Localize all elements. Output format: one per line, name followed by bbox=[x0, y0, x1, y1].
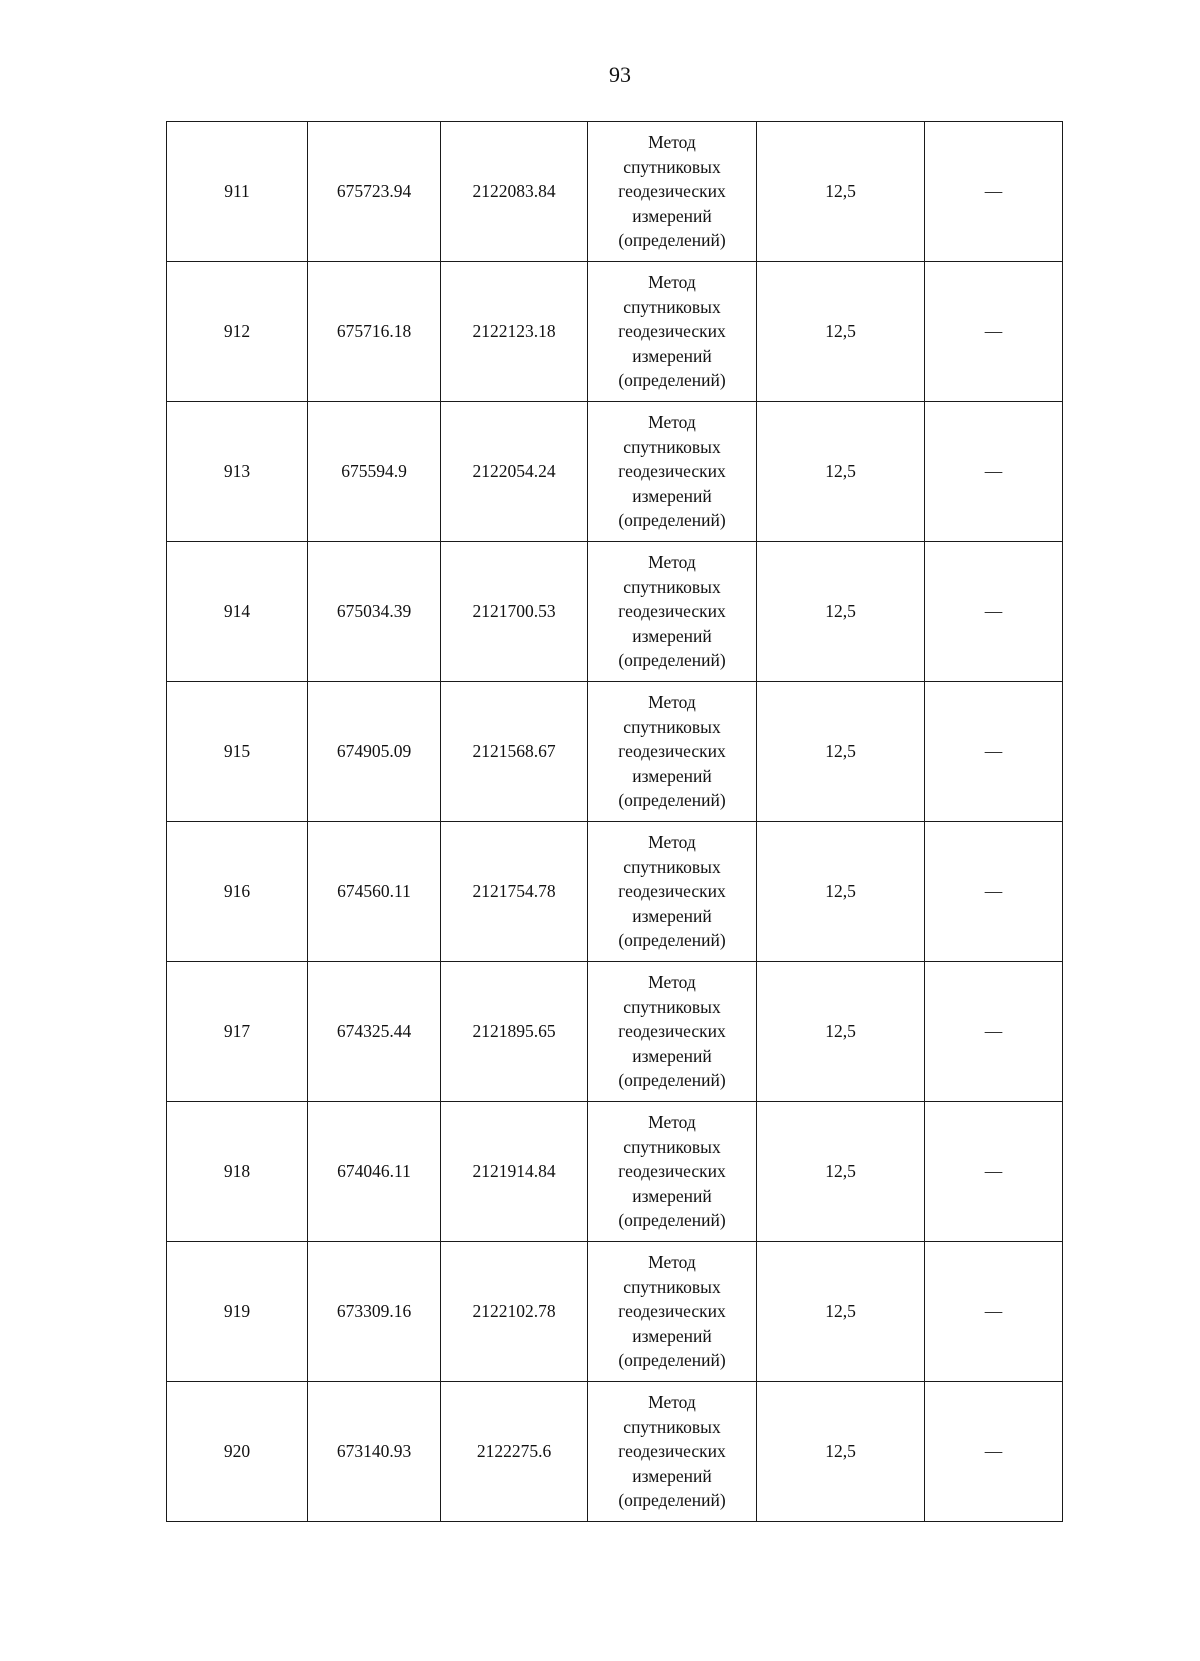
method-line: измерений bbox=[632, 1465, 712, 1486]
method-line: Метод bbox=[648, 1392, 696, 1413]
method-line: спутниковых bbox=[623, 1136, 721, 1157]
x-coordinate-cell: 673309.16 bbox=[308, 1242, 441, 1382]
method-line: Метод bbox=[648, 132, 696, 153]
method-line: измерений bbox=[632, 625, 712, 646]
y-coordinate-cell: 2121895.65 bbox=[441, 962, 588, 1102]
coordinates-table bbox=[166, 121, 1063, 1522]
point-number-cell: 916 bbox=[167, 822, 308, 962]
method-line: Метод bbox=[648, 692, 696, 713]
point-number-cell: 918 bbox=[167, 1102, 308, 1242]
method-line: измерений bbox=[632, 1325, 712, 1346]
method-line: спутниковых bbox=[623, 1276, 721, 1297]
note-cell: — bbox=[925, 402, 1063, 542]
method-line: (определений) bbox=[618, 1490, 726, 1511]
method-line: измерений bbox=[632, 485, 712, 506]
method-line: измерений bbox=[632, 345, 712, 366]
note-cell: — bbox=[925, 262, 1063, 402]
method-line: Метод bbox=[648, 1252, 696, 1273]
method-line: спутниковых bbox=[623, 436, 721, 457]
precision-cell: 12,5 bbox=[757, 262, 925, 402]
method-line: геодезических bbox=[618, 741, 726, 762]
method-line: Метод bbox=[648, 412, 696, 433]
y-coordinate-cell: 2122275.6 bbox=[441, 1382, 588, 1522]
precision-cell: 12,5 bbox=[757, 1242, 925, 1382]
table-row bbox=[167, 1382, 1063, 1522]
table-row bbox=[167, 682, 1063, 822]
point-number-cell: 919 bbox=[167, 1242, 308, 1382]
note-cell: — bbox=[925, 1382, 1063, 1522]
y-coordinate-cell: 2121568.67 bbox=[441, 682, 588, 822]
method-line: спутниковых bbox=[623, 1416, 721, 1437]
method-line: геодезических bbox=[618, 601, 726, 622]
method-cell bbox=[588, 122, 757, 262]
precision-cell: 12,5 bbox=[757, 962, 925, 1102]
precision-cell: 12,5 bbox=[757, 1102, 925, 1242]
precision-cell: 12,5 bbox=[757, 682, 925, 822]
note-cell: — bbox=[925, 1102, 1063, 1242]
y-coordinate-cell: 2122102.78 bbox=[441, 1242, 588, 1382]
y-coordinate-cell: 2121914.84 bbox=[441, 1102, 588, 1242]
method-line: (определений) bbox=[618, 230, 726, 251]
table-row bbox=[167, 822, 1063, 962]
precision-cell: 12,5 bbox=[757, 1382, 925, 1522]
method-line: геодезических bbox=[618, 1301, 726, 1322]
y-coordinate-cell: 2122054.24 bbox=[441, 402, 588, 542]
point-number-cell: 917 bbox=[167, 962, 308, 1102]
table-row bbox=[167, 122, 1063, 262]
method-cell bbox=[588, 542, 757, 682]
method-line: Метод bbox=[648, 552, 696, 573]
method-line: спутниковых bbox=[623, 716, 721, 737]
method-line: спутниковых bbox=[623, 856, 721, 877]
method-line: геодезических bbox=[618, 321, 726, 342]
point-number-cell: 911 bbox=[167, 122, 308, 262]
table-row bbox=[167, 262, 1063, 402]
note-cell: — bbox=[925, 122, 1063, 262]
note-cell: — bbox=[925, 542, 1063, 682]
method-line: Метод bbox=[648, 832, 696, 853]
method-line: (определений) bbox=[618, 1210, 726, 1231]
note-cell: — bbox=[925, 1242, 1063, 1382]
precision-cell: 12,5 bbox=[757, 542, 925, 682]
method-cell bbox=[588, 962, 757, 1102]
x-coordinate-cell: 673140.93 bbox=[308, 1382, 441, 1522]
y-coordinate-cell: 2121700.53 bbox=[441, 542, 588, 682]
table-row bbox=[167, 1102, 1063, 1242]
method-line: спутниковых bbox=[623, 996, 721, 1017]
x-coordinate-cell: 674325.44 bbox=[308, 962, 441, 1102]
precision-cell: 12,5 bbox=[757, 122, 925, 262]
method-cell bbox=[588, 1242, 757, 1382]
table-row bbox=[167, 542, 1063, 682]
method-line: геодезических bbox=[618, 461, 726, 482]
method-line: (определений) bbox=[618, 650, 726, 671]
method-line: геодезических bbox=[618, 1021, 726, 1042]
y-coordinate-cell: 2121754.78 bbox=[441, 822, 588, 962]
x-coordinate-cell: 674905.09 bbox=[308, 682, 441, 822]
note-cell: — bbox=[925, 962, 1063, 1102]
method-line: спутниковых bbox=[623, 576, 721, 597]
method-line: спутниковых bbox=[623, 296, 721, 317]
method-line: (определений) bbox=[618, 370, 726, 391]
method-cell bbox=[588, 1102, 757, 1242]
y-coordinate-cell: 2122123.18 bbox=[441, 262, 588, 402]
method-line: измерений bbox=[632, 205, 712, 226]
method-line: измерений bbox=[632, 1185, 712, 1206]
x-coordinate-cell: 675716.18 bbox=[308, 262, 441, 402]
note-cell: — bbox=[925, 682, 1063, 822]
method-line: (определений) bbox=[618, 790, 726, 811]
point-number-cell: 914 bbox=[167, 542, 308, 682]
x-coordinate-cell: 674046.11 bbox=[308, 1102, 441, 1242]
method-line: (определений) bbox=[618, 930, 726, 951]
method-cell bbox=[588, 402, 757, 542]
x-coordinate-cell: 675034.39 bbox=[308, 542, 441, 682]
table-body bbox=[167, 122, 1063, 1522]
method-line: Метод bbox=[648, 272, 696, 293]
method-line: геодезических bbox=[618, 1441, 726, 1462]
method-line: Метод bbox=[648, 972, 696, 993]
table-row bbox=[167, 962, 1063, 1102]
table-row bbox=[167, 402, 1063, 542]
point-number-cell: 915 bbox=[167, 682, 308, 822]
x-coordinate-cell: 675723.94 bbox=[308, 122, 441, 262]
method-line: геодезических bbox=[618, 881, 726, 902]
x-coordinate-cell: 675594.9 bbox=[308, 402, 441, 542]
precision-cell: 12,5 bbox=[757, 402, 925, 542]
table-row bbox=[167, 1242, 1063, 1382]
method-cell bbox=[588, 262, 757, 402]
point-number-cell: 913 bbox=[167, 402, 308, 542]
point-number-cell: 920 bbox=[167, 1382, 308, 1522]
method-cell bbox=[588, 682, 757, 822]
note-cell: — bbox=[925, 822, 1063, 962]
method-cell bbox=[588, 822, 757, 962]
method-line: геодезических bbox=[618, 181, 726, 202]
x-coordinate-cell: 674560.11 bbox=[308, 822, 441, 962]
method-line: (определений) bbox=[618, 1350, 726, 1371]
method-line: Метод bbox=[648, 1112, 696, 1133]
method-line: измерений bbox=[632, 765, 712, 786]
method-line: измерений bbox=[632, 905, 712, 926]
method-cell bbox=[588, 1382, 757, 1522]
method-line: (определений) bbox=[618, 510, 726, 531]
method-line: геодезических bbox=[618, 1161, 726, 1182]
method-line: (определений) bbox=[618, 1070, 726, 1091]
page-number: 93 bbox=[609, 62, 631, 87]
precision-cell: 12,5 bbox=[757, 822, 925, 962]
method-line: измерений bbox=[632, 1045, 712, 1066]
point-number-cell: 912 bbox=[167, 262, 308, 402]
y-coordinate-cell: 2122083.84 bbox=[441, 122, 588, 262]
method-line: спутниковых bbox=[623, 156, 721, 177]
